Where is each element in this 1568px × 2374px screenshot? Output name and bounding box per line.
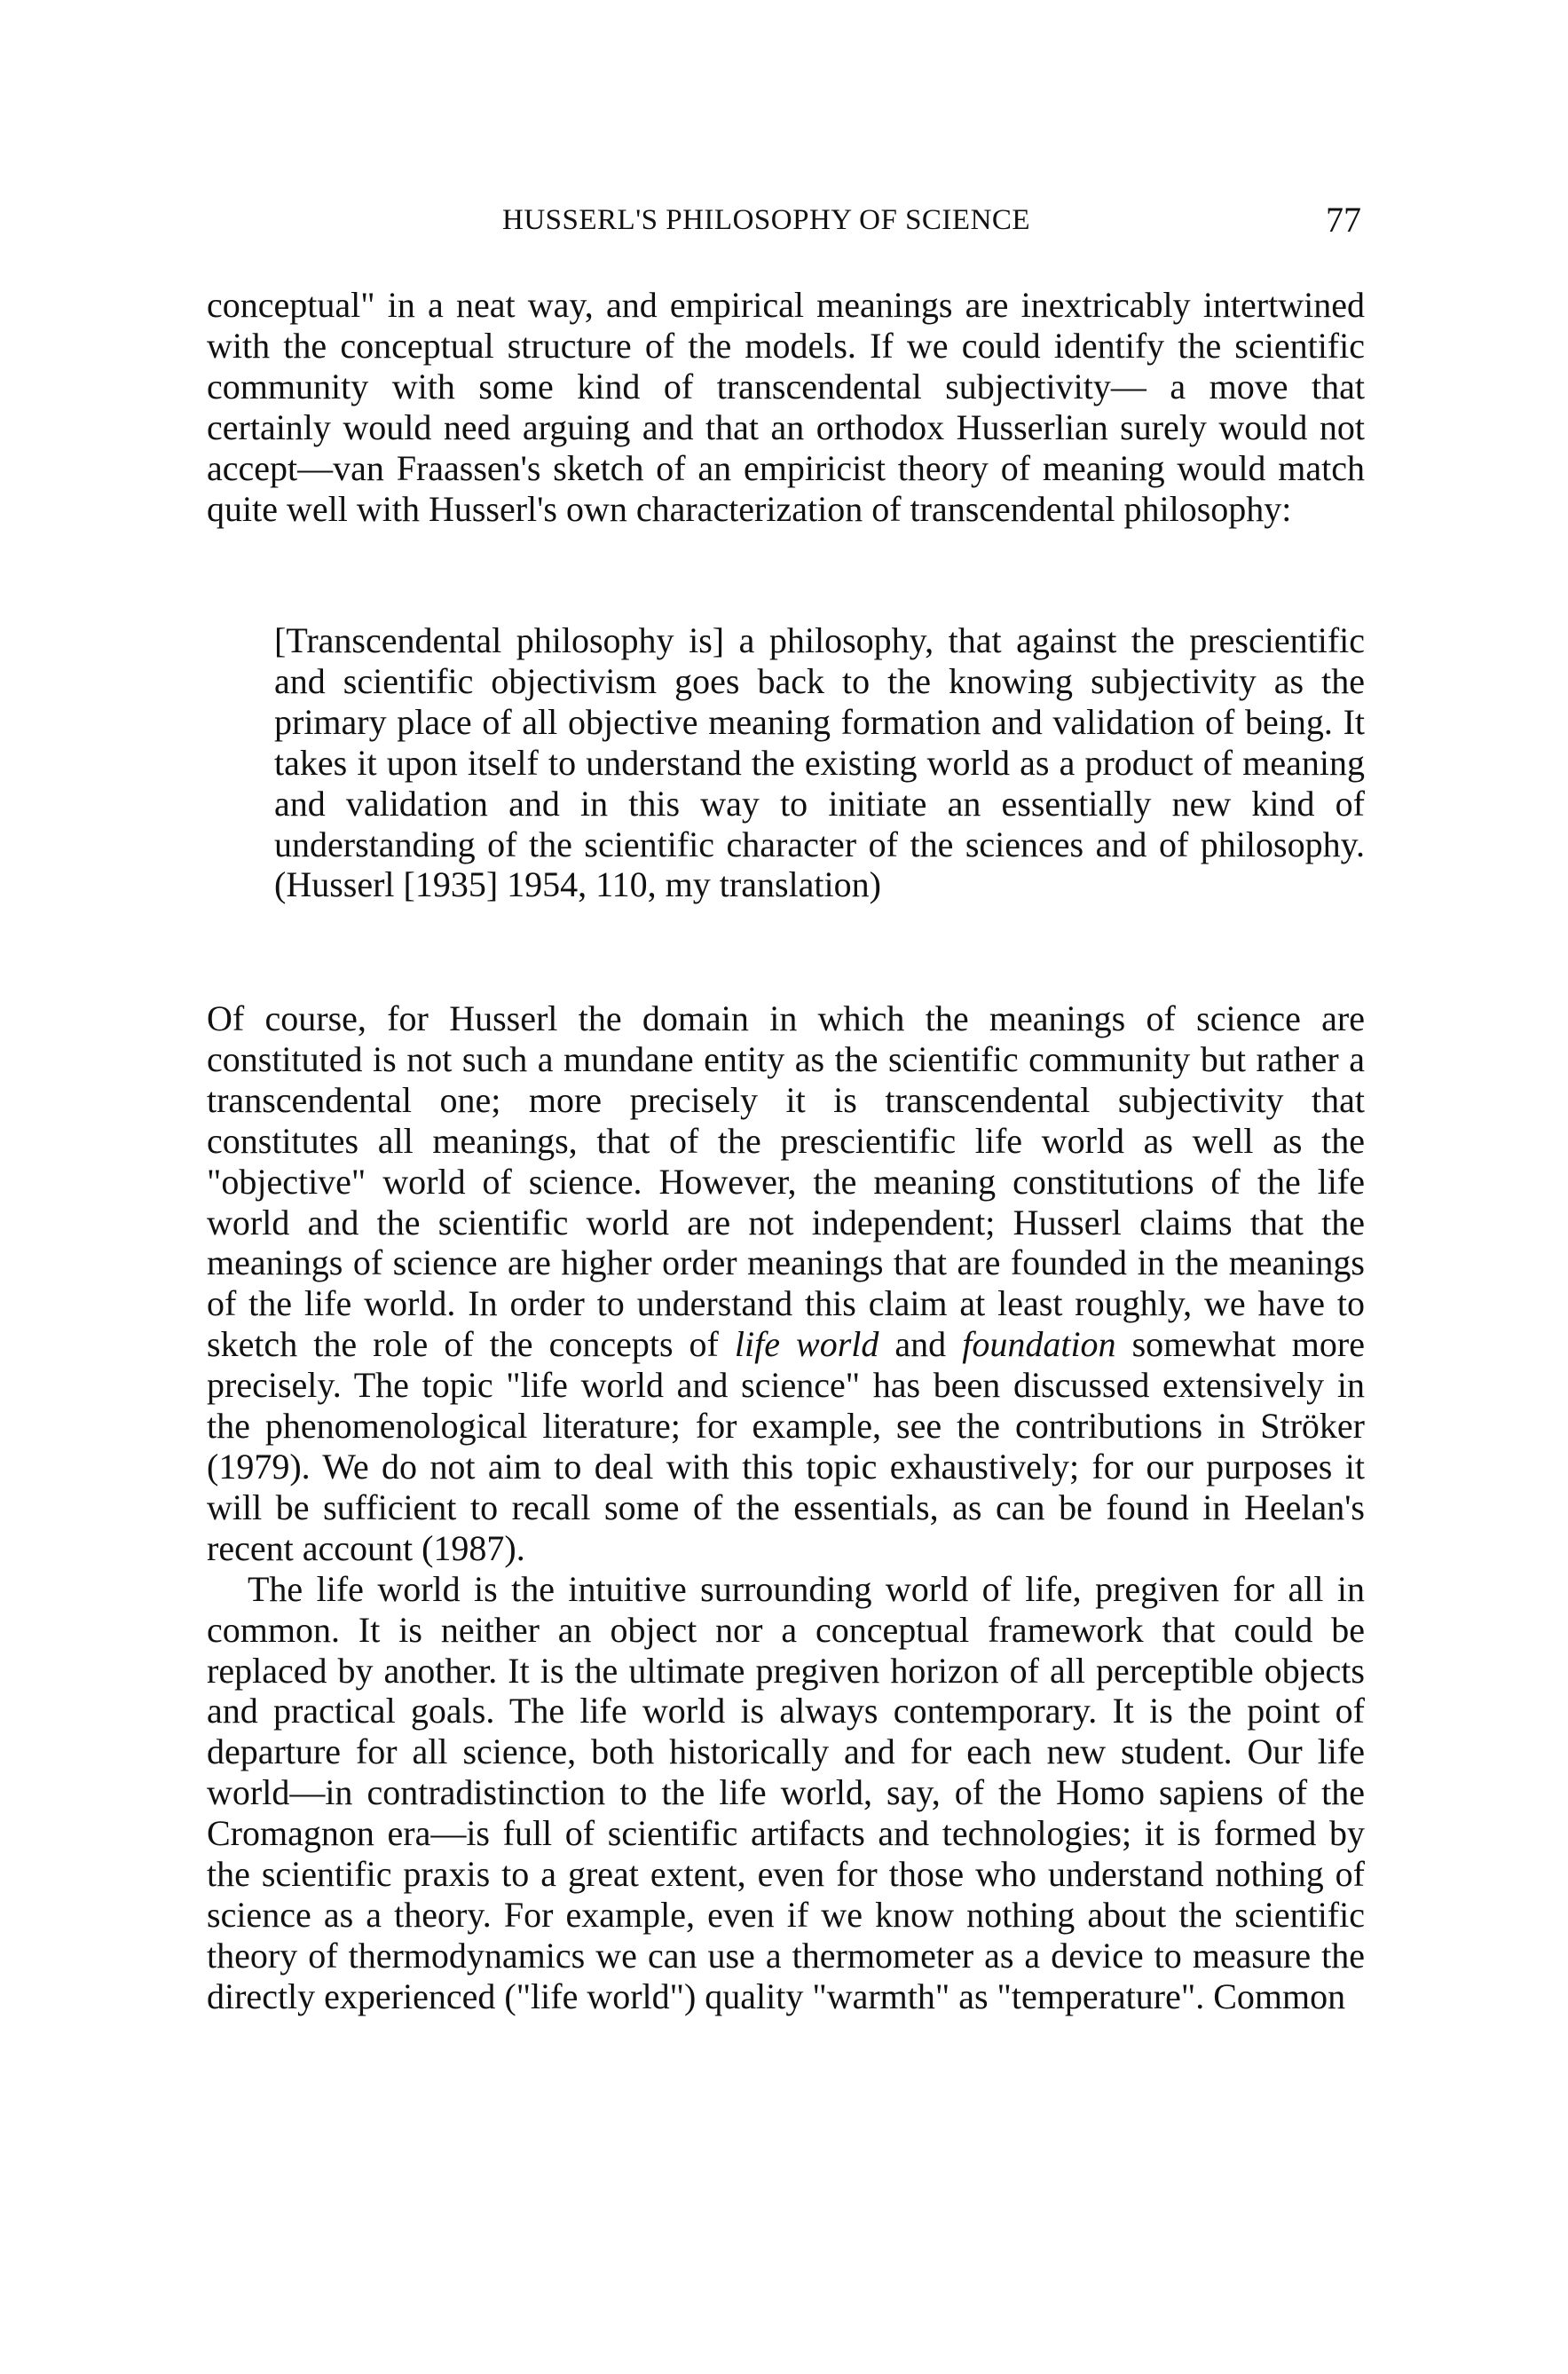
term-life-world: life world (734, 1324, 879, 1365)
paragraph-1: conceptual" in a neat way, and empirical meanings are inextricably intertwined with the conceptual structure of the models. If we could identify the scientific community with some kind of transcendental subjectivity— a move that certainly would need arguing and that an orthodox Husserlian surely would not accept—van Fraassen's sketch of an empiricist theory of meaning would match quite well with Husserl's own characterization of transcendental philosophy: (207, 285, 1365, 529)
word-and: and (894, 1324, 947, 1365)
paragraph-2-part-1: Of course, for Husserl the domain in which the meanings of science are constituted is not such a mundane entity as the scientific community but rather a transcendental one; more precisely it is transcendental subjectivity that constitutes all meanings, that of the prescientific life world as well as the "objective" world of science. However, the meaning constitutions of the life world and the scientific world are not independent; Husserl claims that the meanings of science are higher order meanings that are founded in the meanings of the life world. In order to understand this claim at least roughly, we have to sketch the role of the concepts of (207, 998, 1365, 1365)
paragraph-2-part-2: somewhat more precisely. The topic "life world and science" has been discussed extensively in the phenomenological literature; for example, see the contributions in Ströker (1979). We do not aim to deal with this topic exhaustively; for our purposes it will be sufficient to recall some of the essentials, as can be found in Heelan's recent account (1987). (207, 1324, 1365, 1568)
body-text-bottom (207, 998, 1365, 2017)
paragraph-3: The life world is the intuitive surrounding world of life, pregiven for all in common. It is neither an object nor a conceptual framework that could be replaced by another. It is the ultimate pregiven horizon of all perceptible objects and practical goals. The life world is always contemporary. It is the point of departure for all science, both historically and for each new student. Our life world—in contradistinction to the life world, say, of the Homo sapiens of the Cromagnon era—is full of scientific artifacts and technologies; it is formed by the scientific praxis to a great extent, even for those who understand nothing of science as a theory. For example, even if we know nothing about the scientific theory of thermodynamics we can use a thermometer as a device to measure the directly experienced ("life world") quality "warmth" as "temperature". Common (207, 1568, 1365, 2016)
quote-text: [Transcendental philosophy is] a philosophy, that against the prescientific and scientific objectivism goes back to the knowing subjectivity as the primary place of all objective meaning formation and validation of being. It takes it upon itself to understand the existing world as a product of meaning and validation and in this way to initiate an essentially new kind of understanding of the scientific character of the sciences and of philosophy. (Husserl [1935] 1954, 110, my translation) (274, 620, 1365, 905)
page-number: 77 (1326, 200, 1361, 240)
body-text-top (207, 285, 1365, 529)
running-head: HUSSERL'S PHILOSOPHY OF SCIENCE (502, 204, 1031, 236)
paragraph-2 (207, 998, 1365, 1569)
block-quote (274, 620, 1365, 905)
term-foundation: foundation (962, 1324, 1116, 1365)
